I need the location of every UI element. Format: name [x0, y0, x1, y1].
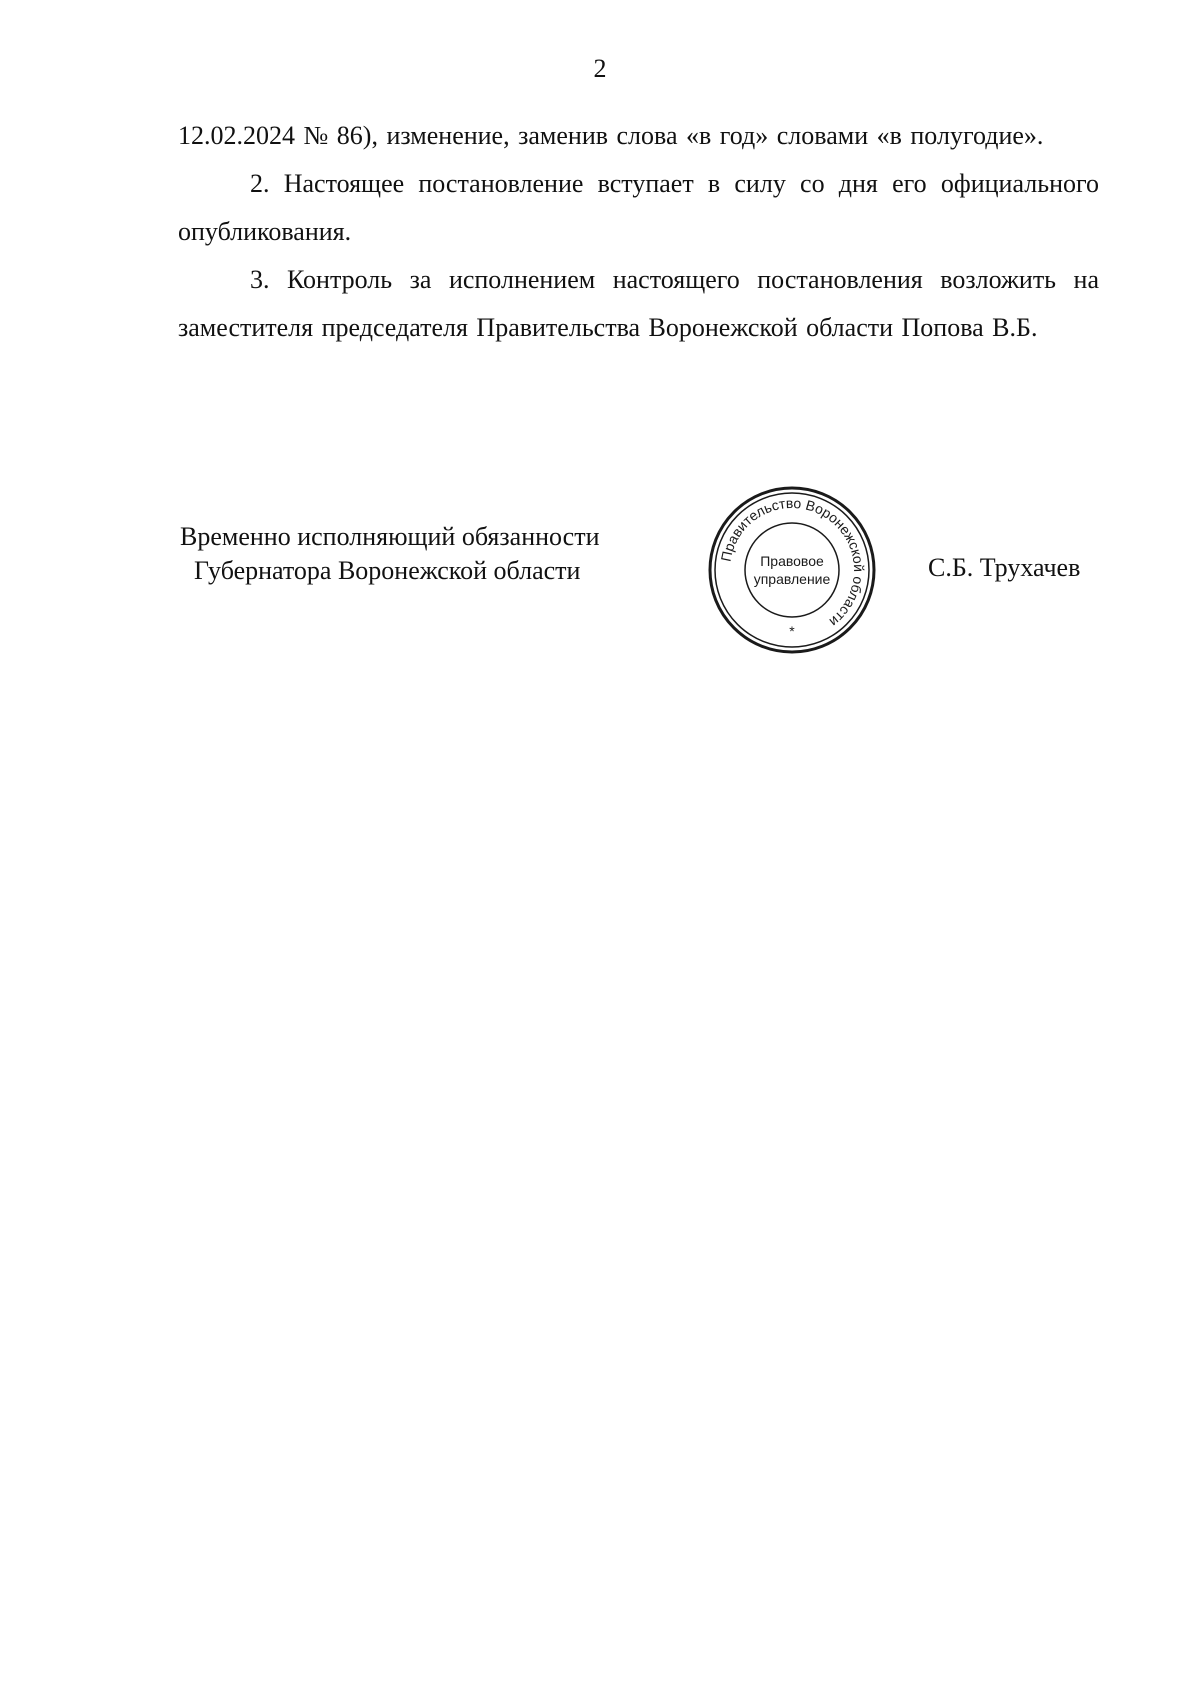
signatory-position	[180, 520, 600, 588]
seal-inner-line-1: Правовое	[760, 553, 824, 569]
seal-star: *	[789, 623, 795, 639]
seal-inner-line-2: управление	[753, 571, 831, 587]
page-number: 2	[593, 54, 607, 83]
paragraph-amendment: 12.02.2024 № 86), изменение, заменив слова «в год» словами «в полугодие».	[178, 121, 1044, 150]
official-seal-icon	[706, 484, 878, 656]
paragraph-control: 3. Контроль за исполнением настоящего постановления возложить на заместителя председателя Правительства Воронежской области Попова В.Б.	[178, 265, 1099, 342]
document-body	[178, 112, 1099, 352]
seal-outer-text: Правительство Воронежской области	[717, 494, 868, 631]
signatory-position-line-1: Временно исполняющий обязанности	[180, 522, 600, 551]
paragraph-entry-into-force: 2. Настоящее постановление вступает в силу со дня его официального опубликования.	[178, 169, 1099, 246]
signatory-position-line-2: Губернатора Воронежской области	[194, 556, 581, 585]
signatory-name: С.Б. Трухачев	[928, 553, 1081, 582]
